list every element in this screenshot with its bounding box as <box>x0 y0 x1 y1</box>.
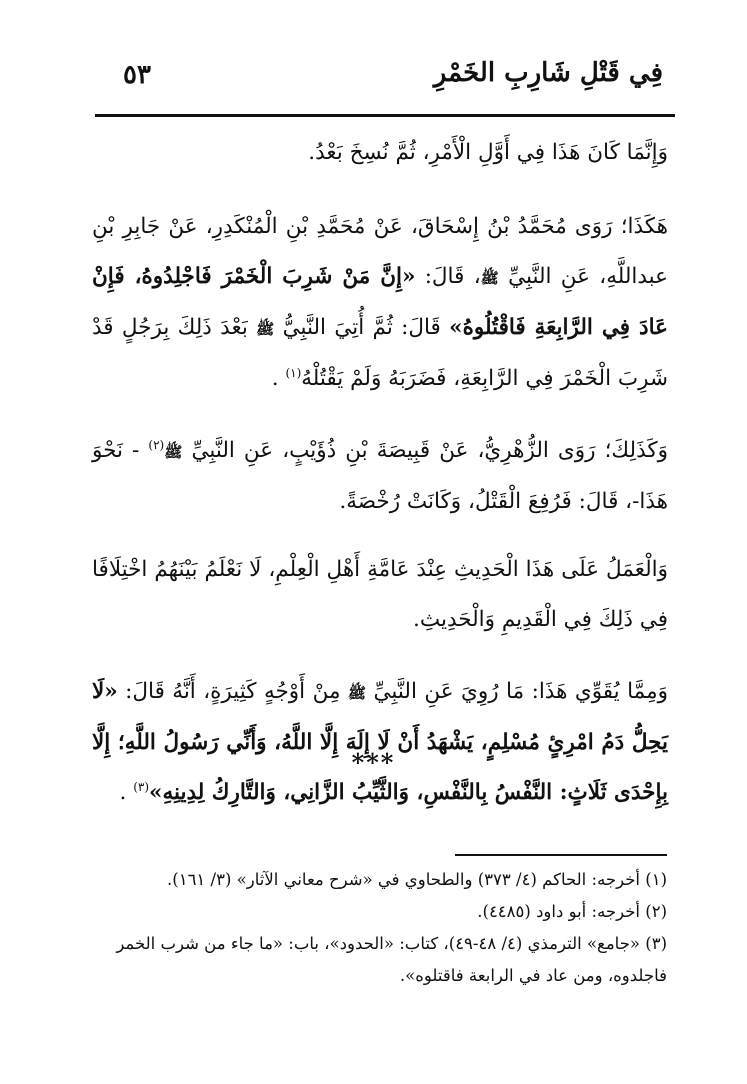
paragraph <box>92 202 668 404</box>
paragraph <box>92 667 668 818</box>
hadith-quote: «لَا يَحِلُّ دَمُ امْرِئٍ مُسْلِمٍ، يَشْهَدُ أَنْ لَا إِلَهَ إِلَّا اللَّهُ، وَأَنِّي رَسُولُ اللَّهِ؛ إِلَّا بِإِحْدَى ثَلَاثٍ: النَّفْسُ بِالنَّفْسِ، وَالثَّيِّبُ الزَّانِي، وَالتَّارِكُ لِدِينِهِ» <box>92 679 668 805</box>
text-run: وَإِنَّمَا كَانَ هَذَا فِي أَوَّلِ الْأَمْرِ، ثُمَّ نُسِخَ بَعْدُ. <box>308 140 668 165</box>
body-text <box>92 128 668 818</box>
paragraph <box>92 426 668 527</box>
footnote: (٢) أخرجه: أبو داود (٤٤٨٥). <box>477 902 667 921</box>
text-run: . <box>271 366 286 391</box>
paragraph <box>92 128 668 178</box>
salawat-glyph: ﷺ <box>480 269 499 287</box>
text-run: ، قَالَ: <box>415 264 481 289</box>
footnote: (٣) «جامع» الترمذي (٤/ ٤٨-٤٩)، كتاب: «الحدود»، باب: «ما جاء من شرب الخمر فاجلدوه، ومن عاد في الرابعة فاقتلوه». <box>116 934 667 985</box>
text-run: . <box>119 780 134 805</box>
chapter-title: فِي قَتْلِ شَارِبِ الخَمْرِ <box>433 58 663 88</box>
footnote-reference: (٣) <box>133 779 150 794</box>
section-separator: *** <box>351 748 396 777</box>
footnotes <box>95 864 667 992</box>
footnote: (١) أخرجه: الحاكم (٤/ ٣٧٣) والطحاوي في «شرح معاني الآثار» (٣/ ١٦١). <box>167 870 667 889</box>
footnote-reference: (١) <box>285 365 302 380</box>
hadith-quote: «إِنَّ مَنْ شَرِبَ الْخَمْرَ فَاجْلِدُوهُ، فَإِنْ عَادَ فِي الرَّابِعَةِ فَاقْتُلُوهُ» <box>92 264 668 340</box>
salawat-glyph: ﷺ <box>164 443 183 461</box>
text-run: وَمِمَّا يُقَوِّي هَذَا: مَا رُوِيَ عَنِ النَّبِيِّ <box>366 679 668 704</box>
running-header <box>95 58 663 108</box>
text-run: وَالْعَمَلُ عَلَى هَذَا الْحَدِيثِ عِنْدَ عَامَّةِ أَهْلِ الْعِلْمِ، لَا نَعْلَمُ بَيْنَهُمُ اخْتِلَافًا فِي ذَلِكَ فِي الْقَدِيمِ وَالْحَدِيثِ. <box>92 557 668 632</box>
text-run: قَالَ: ثُمَّ أُتِيَ النَّبِيُّ <box>274 315 450 340</box>
text-run: مِنْ أَوْجُهٍ كَثِيرَةٍ، أَنَّهُ قَالَ: <box>117 679 348 704</box>
text-run: وَكَذَلِكَ؛ رَوَى الزُّهْرِيُّ، عَنْ قَبِيصَةَ بْنِ ذُؤَيْبٍ، عَنِ النَّبِيِّ <box>182 438 668 463</box>
paragraph <box>92 545 668 645</box>
text-run: بَعْدَ ذَلِكَ بِرَجُلٍ قَدْ شَرِبَ الْخَمْرَ فِي الرَّابِعَةِ، فَضَرَبَهُ وَلَمْ يَقْتُلْهُ <box>92 315 668 391</box>
salawat-glyph: ﷺ <box>256 320 275 338</box>
page-number: ٥٣ <box>123 60 151 90</box>
salawat-glyph: ﷺ <box>347 684 367 702</box>
text-run: - نَحْوَ هَذَا-، قَالَ: فَرُفِعَ الْقَتْلُ، وَكَانَتْ رُخْصَةً. <box>92 438 668 514</box>
header-rule <box>95 114 675 117</box>
text-run: هَكَذَا؛ رَوَى مُحَمَّدُ بْنُ إِسْحَاقَ، عَنْ مُحَمَّدِ بْنِ الْمُنْكَدِرِ، عَنْ جَابِرِ بْنِ عبداللَّهِ، عَنِ النَّبِيِّ <box>92 214 668 289</box>
footnote-reference: (٢) <box>148 437 165 452</box>
footnote-rule <box>455 854 667 856</box>
